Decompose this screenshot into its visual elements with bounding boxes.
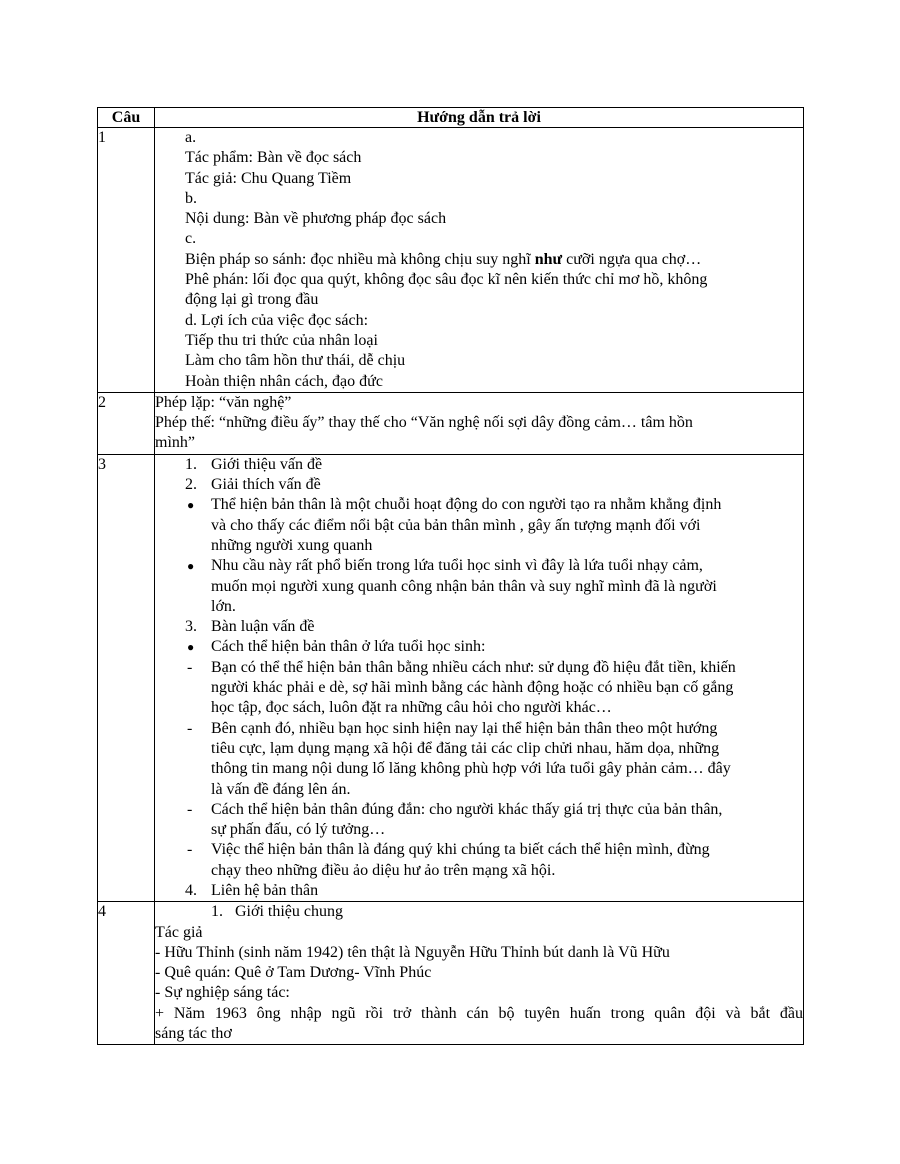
dash-icon: - <box>187 719 193 737</box>
q1-benefit-3: Hoàn thiện nhân cách, đạo đức <box>185 372 383 390</box>
list-item <box>155 800 803 841</box>
bullet-icon: ● <box>187 640 195 655</box>
q1-d-label: d. Lợi ích của việc đọc sách: <box>185 311 369 329</box>
answer-cell-q3 <box>155 454 804 902</box>
q4-line-3: - Sự nghiệp sáng tác: <box>155 984 290 1002</box>
header-answer-guide: Hướng dẫn trả lời <box>155 108 804 128</box>
q1-criticize-2: động lại gì trong đầu <box>185 291 319 309</box>
bullet-icon: ● <box>187 498 195 513</box>
bullet-icon: ● <box>187 559 195 574</box>
q3-bullet1-l2: và cho thấy các điểm nổi bật của bản thân mình , gây ấn tượng mạnh đối với <box>211 516 701 534</box>
q3-dash3-l1: Cách thể hiện bản thân đúng đắn: cho người khác thấy giá trị thực của bản thân, <box>211 800 723 818</box>
question-number: 4 <box>98 902 155 1045</box>
q3-bullet1-l3: những người xung quanh <box>211 536 373 554</box>
q4-line-2: - Quê quán: Quê ở Tam Dương- Vĩnh Phúc <box>155 964 432 982</box>
answer-table <box>97 107 804 1045</box>
dash-icon: - <box>187 800 193 818</box>
list-marker: 3. <box>185 618 197 636</box>
q1-work: Tác phẩm: Bàn về đọc sách <box>185 149 362 167</box>
q1-comparison-post: cưỡi ngựa qua chợ… <box>562 250 702 268</box>
q1-author: Tác giả: Chu Quang Tiềm <box>185 169 352 187</box>
q1-criticize-1: Phê phán: lối đọc qua quýt, không đọc sâu đọc kĩ nên kiến thức chỉ mơ hồ, không <box>185 271 708 289</box>
list-marker: 1. <box>185 455 197 473</box>
list-item <box>155 617 803 637</box>
question-number: 2 <box>98 392 155 454</box>
question-number: 3 <box>98 454 155 902</box>
list-marker: 4. <box>185 881 197 899</box>
answer-page <box>97 107 803 1045</box>
list-item <box>155 495 803 556</box>
q3-dash1-l3: học tập, đọc sách, luôn đặt ra những câu hỏi cho người khác… <box>211 699 612 717</box>
q3-bullet3: Cách thể hiện bản thân ở lứa tuổi học sinh: <box>211 638 486 656</box>
table-header-row <box>98 108 804 128</box>
list-marker: 2. <box>185 476 197 494</box>
table-row-q1 <box>98 128 804 393</box>
q2-line-3: mình” <box>155 434 195 452</box>
q3-item-1: Giới thiệu vấn đề <box>211 455 323 473</box>
q3-bullet1-l1: Thể hiện bản thân là một chuỗi hoạt động do con người tạo ra nhằm khẳng định <box>211 496 722 514</box>
list-item <box>155 556 803 617</box>
answer-cell-q4 <box>155 902 804 1045</box>
header-question: Câu <box>98 108 155 128</box>
q2-line-1: Phép lặp: “văn nghệ” <box>155 393 292 411</box>
q4-line-1: - Hữu Thỉnh (sinh năm 1942) tên thật là Nguyễn Hữu Thỉnh bút danh là Vũ Hữu <box>155 943 670 961</box>
q1-comparison-bold: như <box>534 250 563 268</box>
q3-dash2-l1: Bên cạnh đó, nhiều bạn học sinh hiện nay lại thể hiện bản thân theo một hướng <box>211 719 718 737</box>
q3-dash4-l2: chạy theo những điều ảo diệu hư ảo trên mạng xã hội. <box>211 861 556 879</box>
q1-benefit-1: Tiếp thu tri thức của nhân loại <box>185 331 378 349</box>
list-item <box>155 902 803 922</box>
q3-dash4-l1: Việc thể hiện bản thân là đáng quý khi chúng ta biết cách thể hiện mình, đừng <box>211 841 710 859</box>
q3-dash2-l3: thông tin mang nội dung lố lăng không phù hợp với lứa tuổi gây phản cảm… đây <box>211 760 731 778</box>
q3-bullet2-l1: Nhu cầu này rất phổ biến trong lứa tuổi học sinh vì đây là lứa tuổi nhạy cảm, <box>211 557 703 575</box>
q1-c-label: c. <box>185 230 197 248</box>
list-item <box>155 840 803 881</box>
q1-b-label: b. <box>185 189 197 207</box>
list-item <box>155 475 803 495</box>
list-item <box>155 455 803 475</box>
q3-item-3: Bàn luận vấn đề <box>211 618 315 636</box>
q3-dash2-l4: là vấn đề đáng lên án. <box>211 780 351 798</box>
q3-bullet2-l2: muốn mọi người xung quanh công nhận bản thân và suy nghĩ mình đã là người <box>211 577 717 595</box>
q3-dash1-l1: Bạn có thể thể hiện bản thân bằng nhiều cách như: sử dụng đồ hiệu đắt tiền, khiến <box>211 658 736 676</box>
q4-line-5: sáng tác thơ <box>155 1025 232 1043</box>
q3-bullet2-l3: lớn. <box>211 597 236 615</box>
q4-author-label: Tác giả <box>155 923 203 941</box>
q3-dash1-l2: người khác phải e dè, sợ hãi mình bằng các hành động hoặc có nhiều bạn cố gắng <box>211 679 734 697</box>
list-marker: 1. <box>211 903 223 921</box>
q3-item-2: Giải thích vấn đề <box>211 476 321 494</box>
table-row-q4 <box>98 902 804 1045</box>
q1-comparison <box>155 250 803 270</box>
table-row-q3 <box>98 454 804 902</box>
q4-line-4: + Năm 1963 ông nhập ngũ rồi trở thành cán bộ tuyên huấn trong quân đội và bắt đầu <box>155 1004 803 1022</box>
q3-dash3-l2: sự phấn đấu, có lý tưởng… <box>211 821 386 839</box>
list-item <box>155 637 803 657</box>
question-number: 1 <box>98 128 155 393</box>
q3-dash2-l2: tiêu cực, lạm dụng mạng xã hội để đăng tải các clip chửi nhau, hăm dọa, những <box>211 739 720 757</box>
q1-comparison-pre: Biện pháp so sánh: đọc nhiều mà không chịu suy nghĩ <box>185 250 535 268</box>
list-item <box>155 658 803 719</box>
q2-line-2: Phép thế: “những điều ấy” thay thế cho “Văn nghệ nối sợi dây đồng cảm… tâm hồn <box>155 414 693 432</box>
q3-item-4: Liên hệ bản thân <box>211 881 319 899</box>
list-item <box>155 881 803 901</box>
q4-item-1: Giới thiệu chung <box>235 903 343 921</box>
dash-icon: - <box>187 658 193 676</box>
answer-cell-q1 <box>155 128 804 393</box>
table-row-q2 <box>98 392 804 454</box>
q1-content: Nội dung: Bàn về phương pháp đọc sách <box>185 210 447 228</box>
q1-benefit-2: Làm cho tâm hồn thư thái, dễ chịu <box>185 352 406 370</box>
dash-icon: - <box>187 841 193 859</box>
answer-cell-q2 <box>155 392 804 454</box>
list-item <box>155 719 803 800</box>
q1-a-label: a. <box>185 129 197 146</box>
